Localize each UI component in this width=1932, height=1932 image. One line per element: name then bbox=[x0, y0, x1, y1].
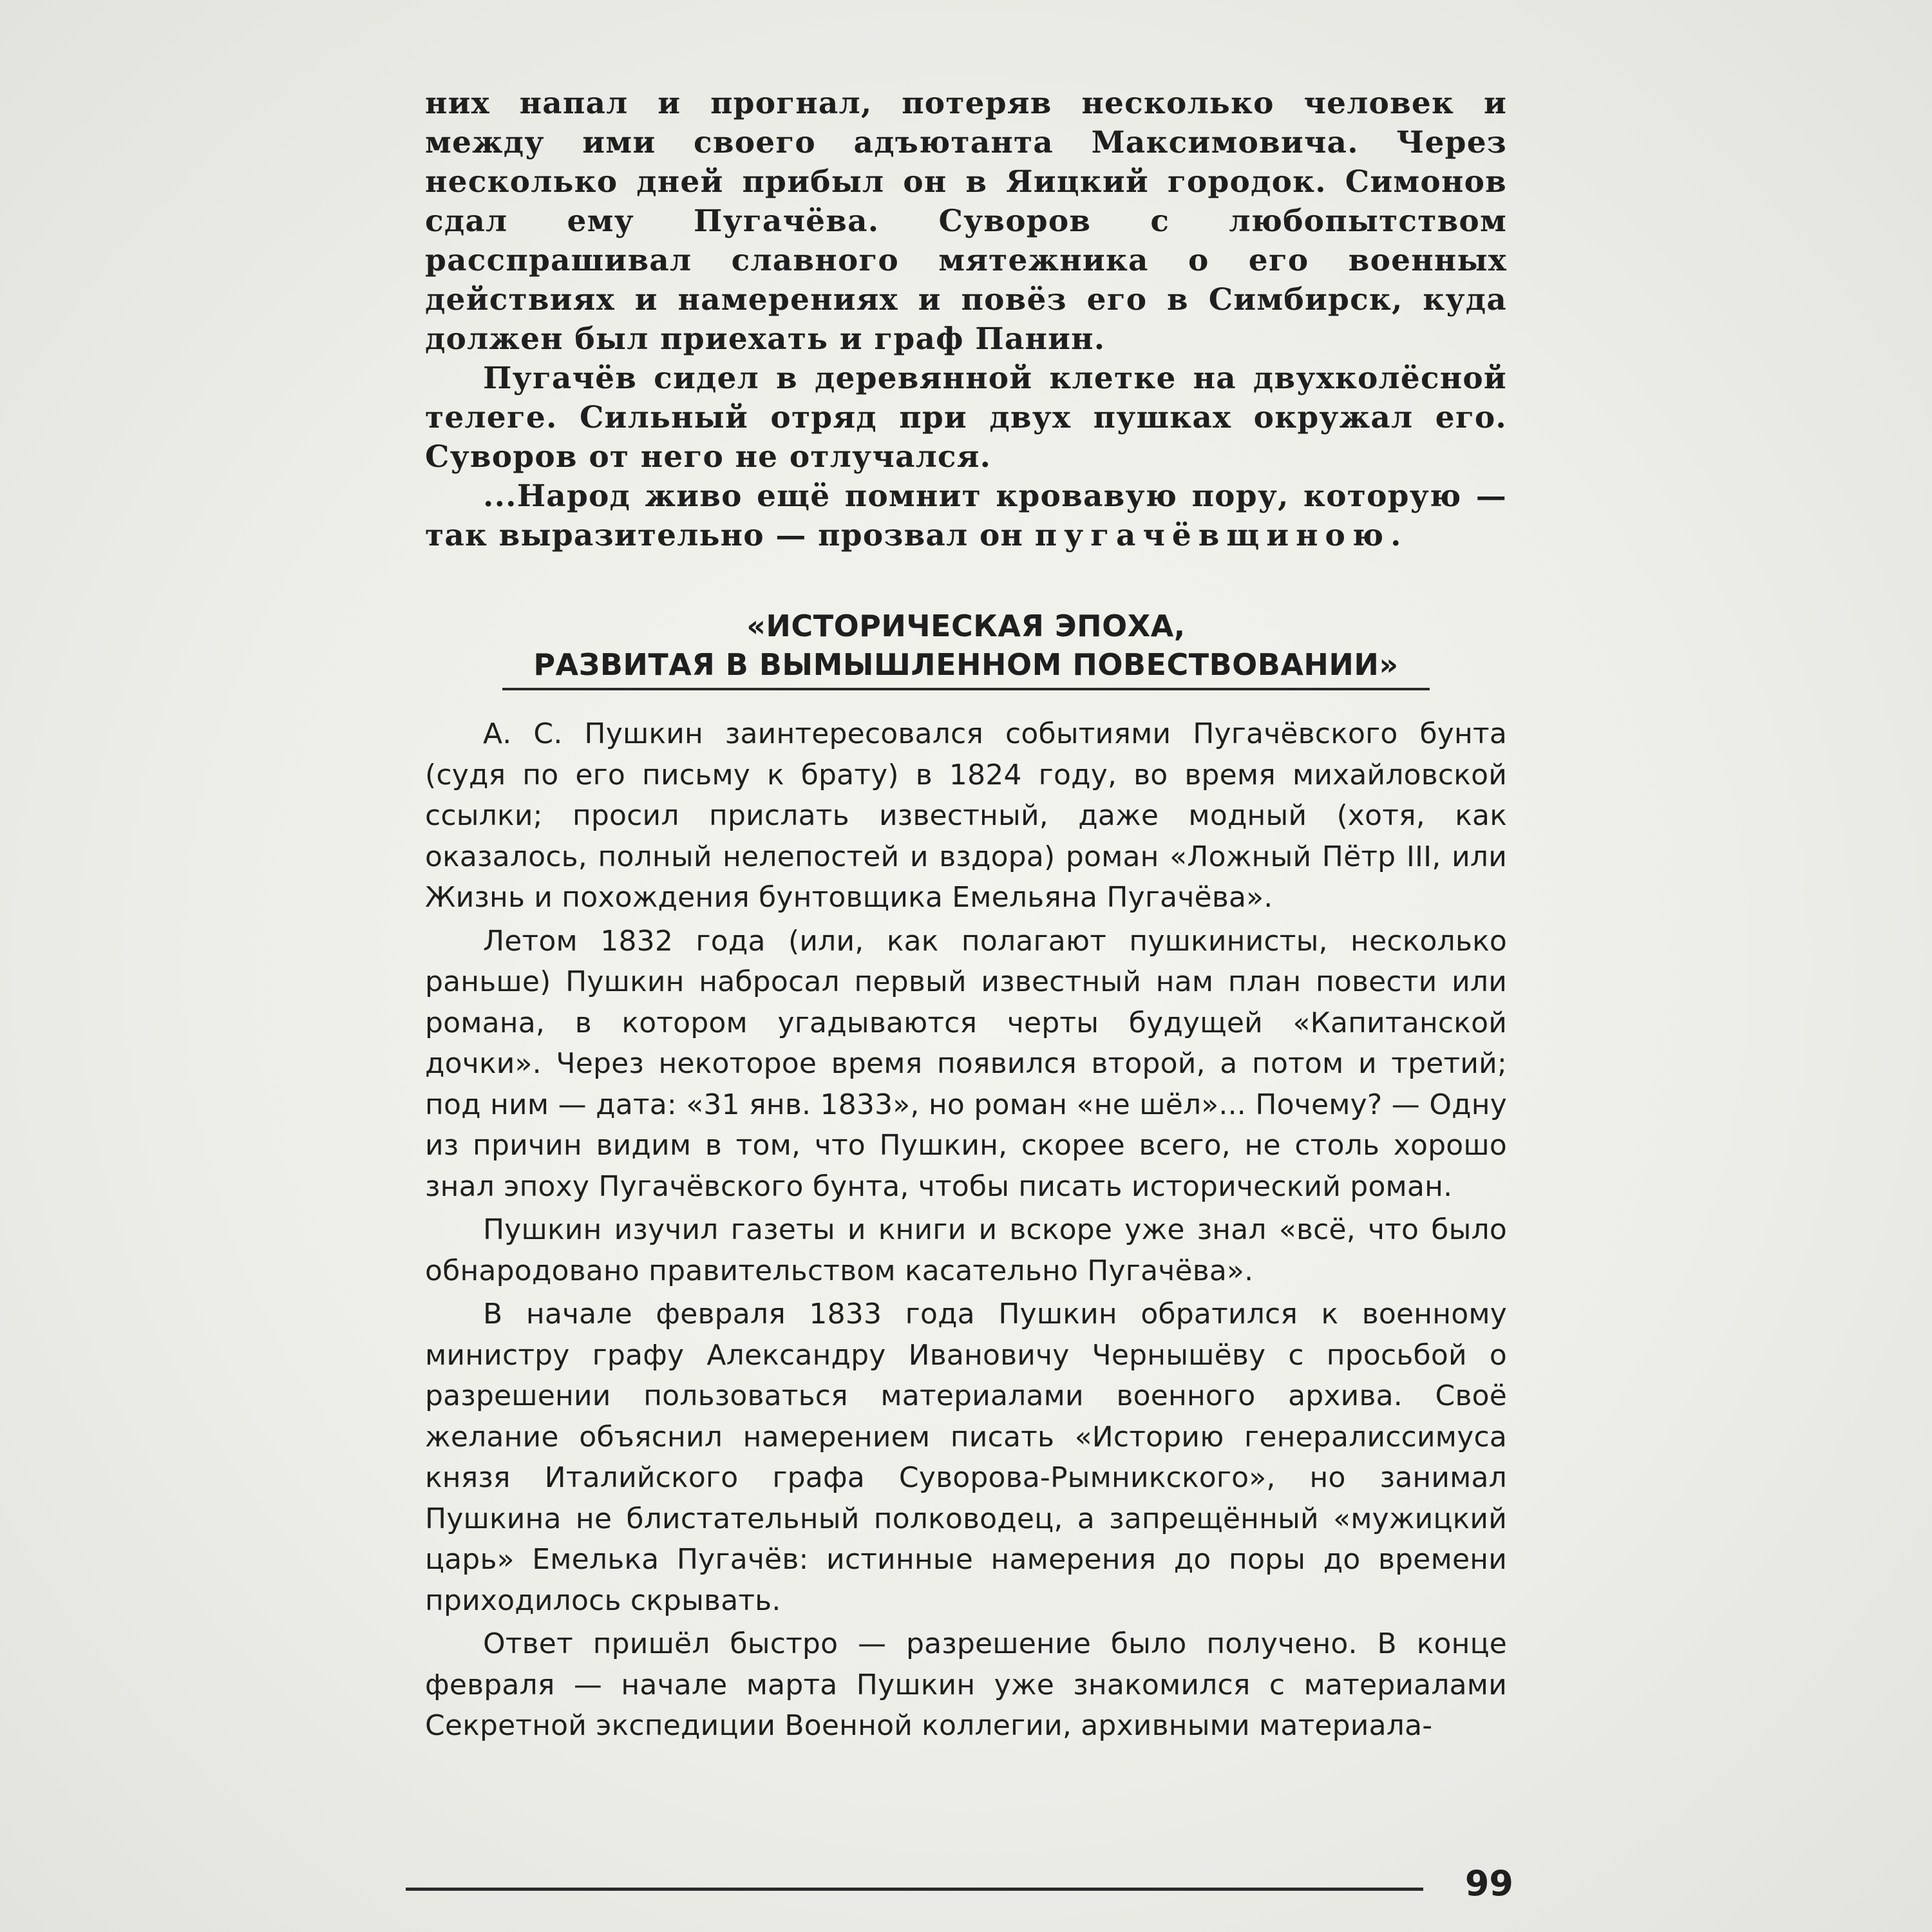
body-paragraph: В начале февраля 1833 года Пушкин обратился к военному министру графу Александру Ивановичу Чернышёву с просьбой о разрешении пользоваться материалами военного архива. Своё желание объяснил намерением писать «Историю генералиссимуса князя Италийского графа Суворова-Рымникского», но занимал Пушкина не блистательный полководец, а запрещённый «мужицкий царь» Емелька Пугачёв: истинные намерения до поры до времени приходилось скрывать. bbox=[425, 1298, 1507, 1617]
excerpt-text: . bbox=[1390, 518, 1402, 553]
excerpt-paragraph: них напал и прогнал, потеряв несколько человек и между ими своего адъютанта Максимовича. Через несколько дней прибыл он в Яицкий городок. Симонов сдал ему Пугачёва. Суворов с любопытством расспрашивал славного мятежника о его военных действиях и намерениях и повёз его в Симбирск, куда должен был приехать и граф Панин. bbox=[425, 86, 1507, 357]
section-heading bbox=[425, 607, 1507, 684]
section-heading-line: РАЗВИТАЯ В ВЫМЫШЛЕННОМ ПОВЕСТВОВАНИИ» bbox=[533, 647, 1399, 682]
body-paragraph: Ответ пришёл быстро — разрешение было получено. В конце февраля — начале марта Пушкин уже знакомился с материалами Секретной экспедиции Военной коллегии, архивными материала- bbox=[425, 1627, 1507, 1742]
body-paragraph: А. С. Пушкин заинтересовался событиями Пугачёвского бунта (судя по его письму к брату) в 1824 году, во время михайловской ссылки; просил прислать известный, даже модный (хотя, как оказалось, полный нелепостей и вздора) роман «Ложный Пётр III, или Жизнь и похождения бунтовщика Емельяна Пугачёва». bbox=[425, 717, 1507, 914]
text-column bbox=[425, 84, 1507, 1749]
body-paragraph: Пушкин изучил газеты и книги и вскоре уже знал «всё, что было обнародовано правительством касательно Пугачёва». bbox=[425, 1213, 1507, 1287]
excerpt-text: ...Народ живо ещё помнит кровавую пору, которую — так выразительно — прозвал он bbox=[425, 478, 1507, 553]
footer-rule bbox=[406, 1888, 1423, 1891]
spaced-emphasis: пугачёвщиною bbox=[1034, 518, 1391, 553]
body-paragraph: Летом 1832 года (или, как полагают пушкинисты, несколько раньше) Пушкин набросал первый известный нам план повести или романа, в котором угадываются черты будущей «Капитанской дочки». Через некоторое время появился второй, а потом и третий; под ним — дата: «31 янв. 1833», но роман «не шёл»... Почему? — Одну из причин видим в том, что Пушкин, скорее всего, не столь хорошо знал эпоху Пугачёвского бунта, чтобы писать исторический роман. bbox=[425, 924, 1507, 1203]
page-footer bbox=[406, 1864, 1513, 1903]
quoted-excerpt bbox=[425, 84, 1507, 555]
page-number: 99 bbox=[1464, 1863, 1513, 1904]
body-text bbox=[425, 714, 1507, 1747]
heading-underline bbox=[502, 688, 1430, 690]
section-heading-line: «ИСТОРИЧЕСКАЯ ЭПОХА, bbox=[746, 609, 1186, 643]
excerpt-paragraph bbox=[425, 477, 1507, 555]
excerpt-paragraph: Пугачёв сидел в деревянной клетке на двухколёсной телеге. Сильный отряд при двух пушках окружал его. Суворов от него не отлучался. bbox=[425, 361, 1507, 475]
